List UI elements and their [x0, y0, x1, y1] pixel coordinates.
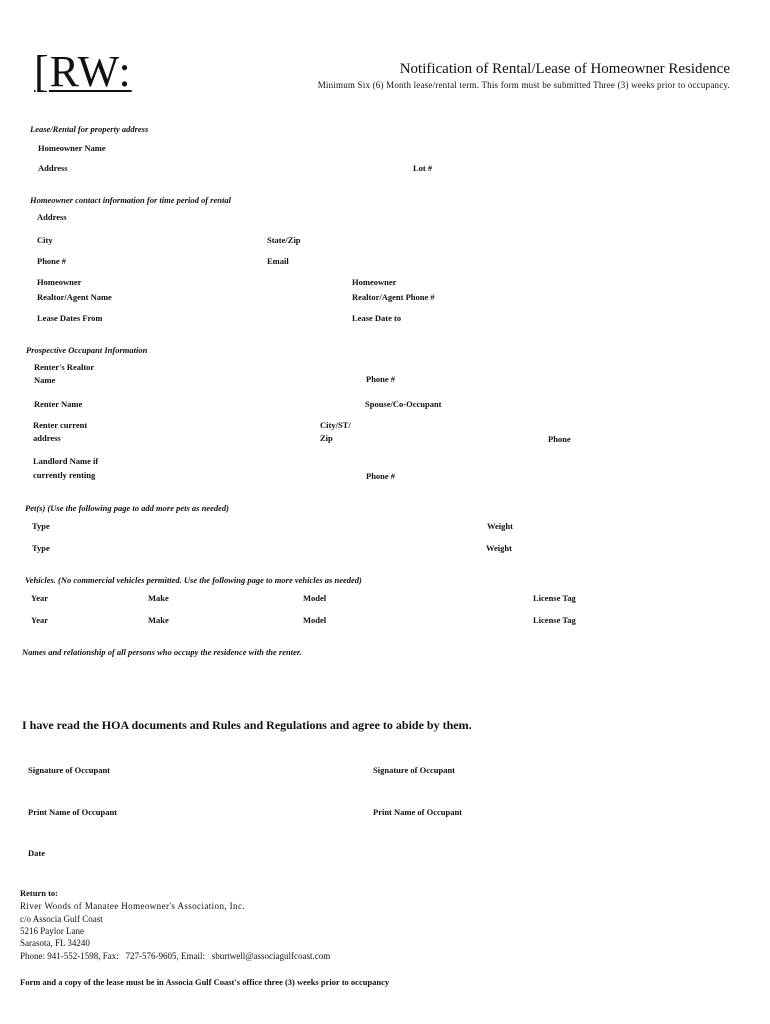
label-signature-2: Signature of Occupant — [373, 765, 456, 775]
label-realtor-name — [37, 276, 112, 304]
label-renter-current-address-line2: address — [33, 433, 61, 443]
return-line-1: River Woods of Manatee Homeowner's Association, Inc. — [20, 901, 245, 911]
label-date: Date — [28, 848, 45, 858]
label-renter-phone: Phone — [548, 434, 571, 444]
return-line-3: 5216 Paylor Lane — [20, 926, 84, 936]
label-landlord-line1: Landlord Name if — [33, 456, 99, 466]
return-heading: Return to: — [20, 888, 59, 898]
label-lot: Lot # — [413, 163, 433, 173]
label-renter-realtor-line2: Name — [34, 375, 56, 385]
section-property: Lease/Rental for property address — [30, 124, 149, 134]
agreement-statement: I have read the HOA documents and Rules and Regulations and agree to abide by them. — [22, 718, 472, 732]
label-pet-weight-2: Weight — [486, 543, 512, 553]
section-contact: Homeowner contact information for time period of rental — [30, 195, 231, 205]
label-vehicle-year-1: Year — [31, 593, 48, 603]
label-realtor-phone-line1: Homeowner — [352, 277, 397, 287]
label-contact-address: Address — [37, 212, 67, 222]
logo: [RW: — [34, 47, 132, 96]
label-realtor-name-line2: Realtor/Agent Name — [37, 292, 112, 302]
label-vehicle-model-2: Model — [303, 615, 327, 625]
label-property-address: Address — [38, 163, 68, 173]
return-line-4: Sarasota, FL 34240 — [20, 938, 90, 948]
label-landlord-phone: Phone # — [366, 471, 396, 481]
label-realtor-name-line1: Homeowner — [37, 277, 82, 287]
section-occupant: Prospective Occupant Information — [26, 345, 148, 355]
label-state-zip: State/Zip — [267, 235, 301, 245]
label-vehicle-year-2: Year — [31, 615, 48, 625]
label-spouse: Spouse/Co-Occupant — [365, 399, 442, 409]
form-title: Notification of Rental/Lease of Homeowner Residence — [399, 61, 730, 77]
label-city: City — [37, 235, 53, 245]
label-lease-to: Lease Date to — [352, 313, 402, 323]
section-persons: Names and relationship of all persons who occupy the residence with the renter. — [22, 647, 302, 657]
label-homeowner-name: Homeowner Name — [38, 143, 106, 153]
label-landlord — [33, 455, 98, 482]
label-city-st-zip-line2: Zip — [320, 433, 333, 443]
label-landlord-line2: currently renting — [33, 470, 96, 480]
label-renter-name: Renter Name — [34, 399, 83, 409]
return-line-2: c/o Associa Gulf Coast — [20, 914, 103, 924]
label-vehicle-model-1: Model — [303, 593, 327, 603]
return-line-5: Phone: 941-552-1598, Fax: 727-576-9605, Email: sburtwell@associagulfcoast.com — [20, 951, 331, 961]
label-realtor-phone-line2: Realtor/Agent Phone # — [352, 292, 435, 302]
footer-note: Form and a copy of the lease must be in Associa Gulf Coast's office three (3) weeks prior to occupancy — [20, 977, 390, 987]
label-email: Email — [267, 256, 289, 266]
label-pet-type-2: Type — [32, 543, 50, 553]
label-renter-current-address-line1: Renter current — [33, 420, 88, 430]
label-realtor-phone-2: Phone # — [366, 374, 396, 384]
label-pet-weight-1: Weight — [487, 521, 513, 531]
label-print-name-1: Print Name of Occupant — [28, 807, 118, 817]
label-renter-realtor — [34, 361, 94, 387]
label-phone: Phone # — [37, 256, 67, 266]
label-city-st-zip-line1: City/ST/ — [320, 420, 351, 430]
label-vehicle-license-2: License Tag — [533, 615, 576, 625]
label-renter-realtor-line1: Renter's Realtor — [34, 362, 95, 372]
label-city-st-zip — [320, 419, 351, 445]
label-renter-current-address — [33, 419, 87, 445]
form-subtitle: Minimum Six (6) Month lease/rental term. This form must be submitted Three (3) weeks prior to occupancy. — [317, 80, 730, 90]
section-pets: Pet(s) (Use the following page to add more pets as needed) — [25, 503, 229, 513]
label-vehicle-make-1: Make — [148, 593, 169, 603]
label-signature-1: Signature of Occupant — [28, 765, 111, 775]
label-vehicle-make-2: Make — [148, 615, 169, 625]
label-pet-type-1: Type — [32, 521, 50, 531]
label-print-name-2: Print Name of Occupant — [373, 807, 463, 817]
label-lease-from: Lease Dates From — [37, 313, 103, 323]
label-vehicle-license-1: License Tag — [533, 593, 576, 603]
label-realtor-phone — [352, 276, 435, 304]
section-vehicles: Vehicles. (No commercial vehicles permitted. Use the following page to more vehicles as needed) — [25, 575, 362, 585]
